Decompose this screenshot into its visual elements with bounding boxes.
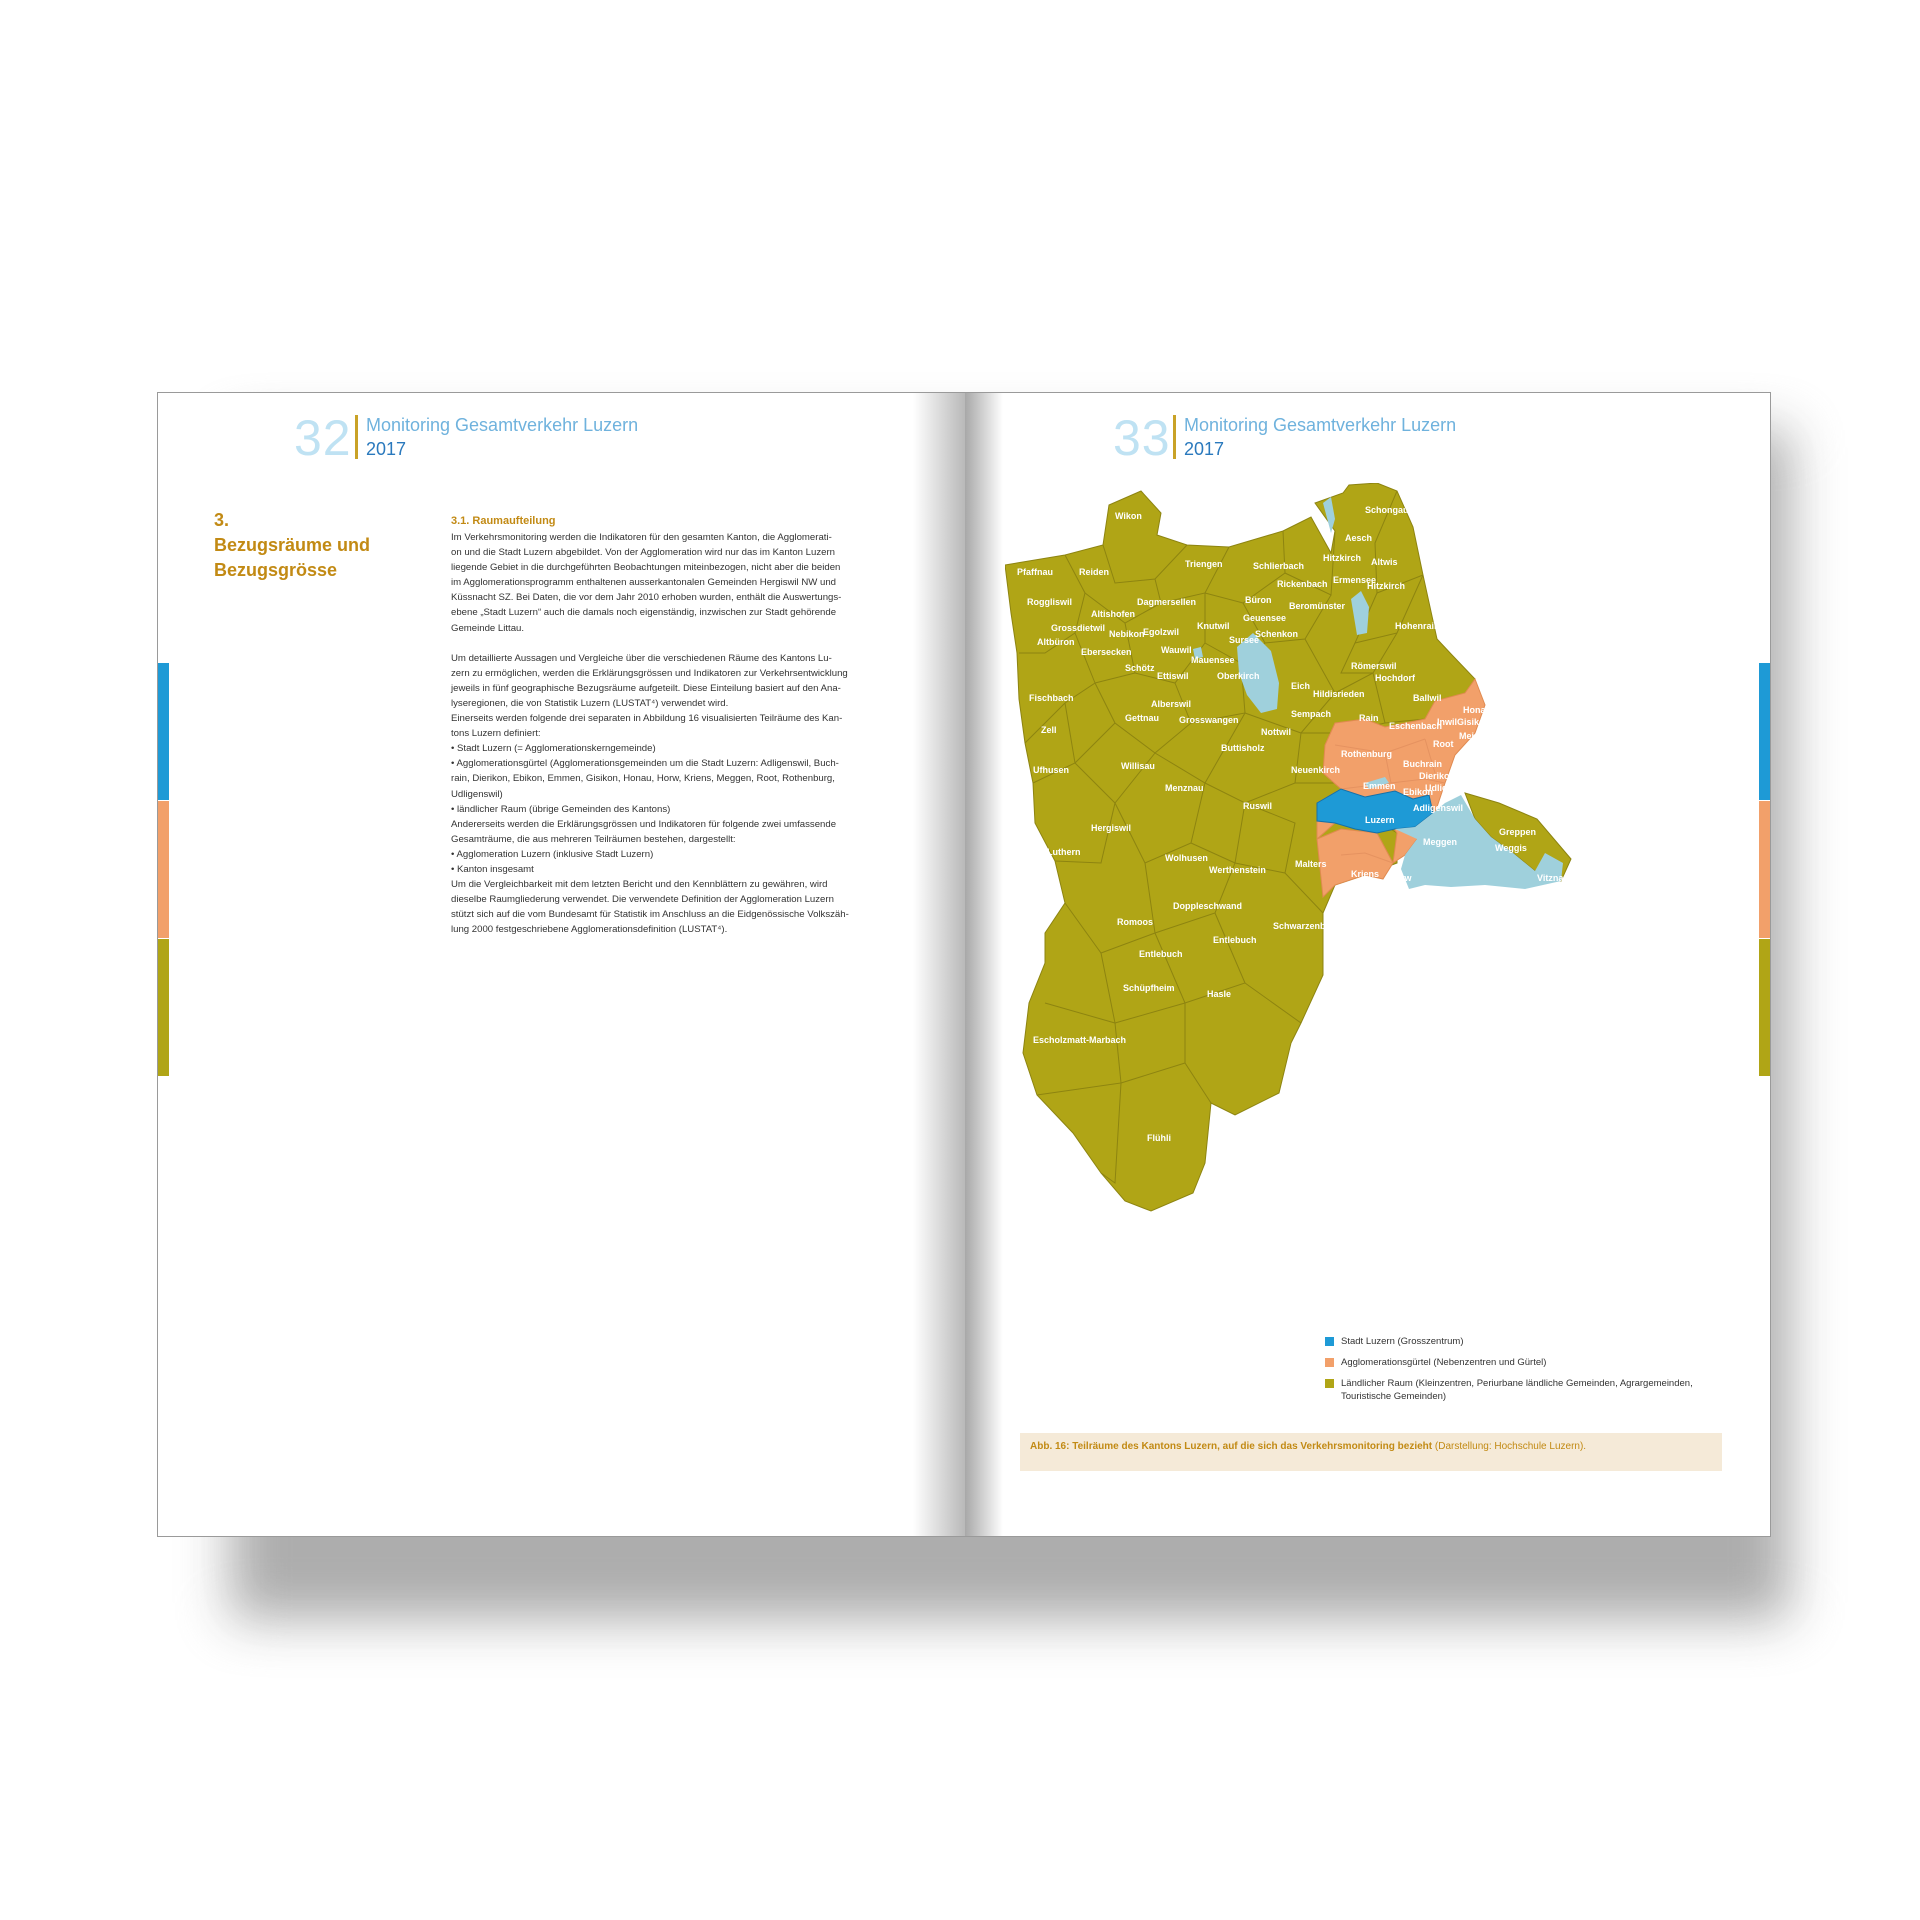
label-beromuenster: Beromünster — [1289, 601, 1346, 611]
label-gisikon: Gisikon — [1457, 717, 1491, 727]
label-hohenrain: Hohenrain — [1395, 621, 1440, 631]
label-vitznau: Vitznau — [1537, 873, 1569, 883]
legend-swatch-olive — [1325, 1379, 1334, 1388]
label-egolzwil: Egolzwil — [1143, 627, 1179, 637]
label-schoetz-main: Schötz — [1125, 663, 1155, 673]
label-dagmersellen: Dagmersellen — [1137, 597, 1197, 607]
label-dierikon: Dierikon — [1419, 771, 1456, 781]
label-hitzkirch-2: Hitzkirch — [1367, 581, 1406, 591]
header-divider — [1173, 415, 1176, 459]
label-bueron: Büron — [1245, 595, 1272, 605]
label-escholzmatt: Escholzmatt-Marbach — [1033, 1035, 1127, 1045]
label-eschenbach: Eschenbach — [1389, 721, 1443, 731]
label-wolhusen: Wolhusen — [1165, 853, 1208, 863]
text-line: tons Luzern definiert: — [451, 728, 541, 740]
label-honau: Honau — [1463, 705, 1491, 715]
text-line: im Agglomerationsprogramm enthaltenen ausserkantonalen Gemeinden Hergiswil NW und — [451, 577, 837, 589]
label-zell: Zell — [1041, 725, 1057, 735]
subsection-heading: 3.1. Raumaufteilung — [451, 515, 556, 527]
label-roggliswil: Roggliswil — [1027, 597, 1072, 607]
label-ebersecken: Ebersecken — [1081, 647, 1132, 657]
label-luthern: Luthern — [1047, 847, 1081, 857]
label-altishofen: Altishofen — [1091, 609, 1135, 619]
text-line: stützt sich auf die vom Bundesamt für Statistik im Anschluss an die Eidgenössische Volkszäh- — [451, 909, 849, 921]
page-number-right: 33 — [1113, 410, 1171, 466]
text-line: lung 2000 festgeschriebene Agglomerationsdefinition (LUSTAT⁴). — [451, 924, 728, 936]
text-line: Andererseits werden die Erklärungsgrössen und Indikatoren für folgende zwei umfassende — [451, 818, 837, 830]
header-title: Monitoring Gesamtverkehr Luzern — [366, 415, 639, 435]
label-alberswil: Alberswil — [1151, 699, 1192, 709]
label-entlebuch-2: Entlebuch — [1139, 949, 1183, 959]
body-text — [451, 530, 911, 952]
legend-label: Stadt Luzern (Grosszentrum) — [1341, 1336, 1464, 1347]
text-line: Einerseits werden folgende drei separaten in Abbildung 16 visualisierten Teilräume des Kan- — [451, 713, 843, 725]
label-greppen: Greppen — [1499, 827, 1537, 837]
label-wauwil: Wauwil — [1161, 645, 1192, 655]
label-willisau: Willisau — [1121, 761, 1155, 771]
label-ebikon: Ebikon — [1403, 787, 1434, 797]
color-tab-olive — [1759, 939, 1770, 1076]
text-line: Küssnacht SZ. Bei Daten, die vor dem Jahr 2010 erhoben wurden, enthält die Auswertungs- — [451, 592, 842, 604]
label-mauensee: Mauensee — [1191, 655, 1235, 665]
color-tab-blue — [158, 663, 169, 800]
label-eich: Eich — [1291, 681, 1311, 691]
label-buttisholz: Buttisholz — [1221, 743, 1265, 753]
left-gutter-shade — [913, 393, 968, 1536]
legend-item-rural — [1325, 1377, 1745, 1403]
label-nottwil: Nottwil — [1261, 727, 1291, 737]
text-line: Gesamträume, die aus mehreren Teilräumen bestehen, dargestellt: — [451, 833, 736, 845]
label-sempach: Sempach — [1291, 709, 1332, 719]
label-menznau: Menznau — [1165, 783, 1204, 793]
label-malters: Malters — [1295, 859, 1327, 869]
text-line: Im Verkehrsmonitoring werden die Indikatoren für den gesamten Kanton, die Agglomerati- — [451, 532, 832, 543]
text-line: dieselbe Raumgliederung verwendet. Die verwendete Definition der Agglomeration Luzern — [451, 894, 834, 906]
map-legend — [1325, 1335, 1745, 1411]
label-weggis: Weggis — [1495, 843, 1527, 853]
label-rickenbach: Rickenbach — [1277, 579, 1328, 589]
label-ballwil: Ballwil — [1413, 693, 1442, 703]
header-title: Monitoring Gesamtverkehr Luzern — [1184, 415, 1457, 435]
label-altbueron: Altbüron — [1037, 637, 1075, 647]
label-buchrain: Buchrain — [1403, 759, 1443, 769]
text-line: rain, Dierikon, Ebikon, Emmen, Gisikon, Honau, Horw, Kriens, Meggen, Root, Rothenburg, — [451, 773, 835, 785]
label-rain: Rain — [1359, 713, 1379, 723]
label-udligenswil: Udligenswil — [1425, 783, 1476, 793]
label-altwis: Altwis — [1371, 557, 1398, 567]
text-line: liegende Gebiet in die durchgeführten Beobachtungen miteinbezogen, nicht aber die beiden — [451, 562, 841, 574]
label-grosswangen: Grosswangen — [1179, 715, 1239, 725]
label-meierskappel: Meierskappel — [1459, 731, 1517, 741]
label-knutwil: Knutwil — [1197, 621, 1230, 631]
label-meggen: Meggen — [1423, 837, 1458, 847]
section-number: 3. — [214, 510, 230, 530]
label-doppleschwand: Doppleschwand — [1173, 901, 1243, 911]
text-line: • Kanton insgesamt — [451, 863, 534, 875]
label-ermensee: Ermensee — [1333, 575, 1377, 585]
caption-source: (Darstellung: Hochschule Luzern). — [1432, 1441, 1587, 1452]
text-line: jeweils in fünf geographische Bezugsräume aufgeteilt. Diese Einteilung basiert auf den Ana- — [451, 682, 841, 694]
label-hitzkirch: Hitzkirch — [1323, 553, 1362, 563]
label-triengen: Triengen — [1185, 559, 1223, 569]
label-horw: Horw — [1389, 873, 1412, 883]
text-line: • Agglomeration Luzern (inklusive Stadt Luzern) — [451, 848, 654, 860]
text-line: zern zu ermöglichen, werden die Erklärungsgrössen und Indikatoren zur Verkehrsentwicklung — [451, 667, 848, 679]
label-sursee: Sursee — [1229, 635, 1260, 645]
legend-swatch-blue — [1325, 1337, 1334, 1346]
color-tab-orange — [158, 801, 169, 938]
legend-item-stadt — [1325, 1335, 1745, 1348]
label-ufhusen: Ufhusen — [1033, 765, 1069, 775]
label-neuenkirch: Neuenkirch — [1291, 765, 1341, 775]
text-line: • ländlicher Raum (übrige Gemeinden des Kantons) — [451, 803, 671, 815]
paragraph-1 — [451, 530, 911, 636]
label-fischbach-main: Fischbach — [1029, 693, 1074, 703]
label-wikon: Wikon — [1115, 511, 1142, 521]
label-grossdietwil: Grossdietwil — [1051, 623, 1106, 633]
label-schuepfheim: Schüpfheim — [1123, 983, 1175, 993]
color-tab-blue — [1759, 663, 1770, 800]
label-roemerswil: Römerswil — [1351, 661, 1397, 671]
label-emmen: Emmen — [1363, 781, 1396, 791]
label-ruswil: Ruswil — [1243, 801, 1273, 811]
label-romoos: Romoos — [1117, 917, 1153, 927]
label-rothenburg: Rothenburg — [1341, 749, 1392, 759]
text-line: Udligenswil) — [451, 788, 503, 800]
label-reiden: Reiden — [1079, 567, 1110, 577]
figure-caption — [1020, 1433, 1722, 1471]
header-year: 2017 — [366, 439, 407, 459]
label-root: Root — [1433, 739, 1454, 749]
header-year: 2017 — [1184, 439, 1225, 459]
label-luzern: Luzern — [1365, 815, 1395, 825]
paragraph-2 — [451, 651, 911, 938]
legend-item-agglo — [1325, 1356, 1745, 1369]
label-nebikon: Nebikon — [1109, 629, 1145, 639]
label-hasle: Hasle — [1207, 989, 1232, 999]
label-hergiswil: Hergiswil — [1091, 823, 1132, 833]
label-ettiswil: Ettiswil — [1157, 671, 1189, 681]
legend-swatch-orange — [1325, 1358, 1334, 1367]
color-tab-olive — [158, 939, 169, 1076]
label-geuensee: Geuensee — [1243, 613, 1287, 623]
label-gettnau: Gettnau — [1125, 713, 1160, 723]
canton-map — [1005, 483, 1765, 1243]
text-line: • Stadt Luzern (= Agglomerationskerngemeinde) — [451, 743, 656, 755]
label-schenkon: Schenkon — [1255, 629, 1299, 639]
label-schongau: Schongau — [1365, 505, 1409, 515]
right-page — [965, 392, 1771, 1537]
text-line: on und die Stadt Luzern abgebildet. Von der Agglomeration wird nur das im Kanton Luzern — [451, 547, 836, 559]
text-line: lyseregionen, die von Statistik Luzern (LUSTAT⁴) verwendet wird. — [451, 697, 729, 709]
label-kriens: Kriens — [1351, 869, 1380, 879]
label-schwarzenberg: Schwarzenberg — [1273, 921, 1340, 931]
label-werthenstein: Werthenstein — [1209, 865, 1266, 875]
header-divider — [355, 415, 358, 459]
legend-label: Agglomerationsgürtel (Nebenzentren und Gürtel) — [1341, 1357, 1547, 1368]
caption-bold: Abb. 16: Teilräume des Kantons Luzern, auf die sich das Verkehrsmonitoring bezieht — [1030, 1441, 1433, 1452]
text-line: • Agglomerationsgürtel (Agglomerationsgemeinden um die Stadt Luzern: Adligenswil, Buch- — [451, 758, 839, 770]
left-page — [157, 392, 968, 1537]
label-oberkirch: Oberkirch — [1217, 671, 1260, 681]
label-pfaffnau: Pfaffnau — [1017, 567, 1053, 577]
text-line: Um die Vergleichbarkeit mit dem letzten Bericht und den Kennblättern zu gewähren, wird — [451, 879, 828, 891]
label-schlierbach: Schlierbach — [1253, 561, 1305, 571]
label-adligenswil: Adligenswil — [1413, 803, 1464, 813]
label-floehli: Flühli — [1147, 1133, 1171, 1143]
label-inwil: Inwil — [1437, 717, 1457, 727]
legend-label: Ländlicher Raum (Kleinzentren, Periurbane ländliche Gemeinden, Agrargemeinden, Touristische Gemeinden) — [1341, 1378, 1693, 1402]
page-number-left: 32 — [294, 410, 352, 466]
label-entlebuch: Entlebuch — [1213, 935, 1257, 945]
section-title: Bezugsräume und Bezugsgrösse — [214, 535, 371, 580]
label-aesch: Aesch — [1345, 533, 1373, 543]
label-hochdorf: Hochdorf — [1375, 673, 1415, 683]
text-line: Gemeinde Littau. — [451, 622, 525, 634]
color-tab-orange — [1759, 801, 1770, 938]
text-line: Um detaillierte Aussagen und Vergleiche über die verschiedenen Räume des Kantons Lu- — [451, 652, 832, 664]
text-line: ebene „Stadt Luzern“ auch die damals noch eigenständig, inzwischen zur Stadt gehörende — [451, 607, 837, 619]
label-hildisrieden: Hildisrieden — [1313, 689, 1365, 699]
right-gutter-shade — [965, 393, 1003, 1536]
